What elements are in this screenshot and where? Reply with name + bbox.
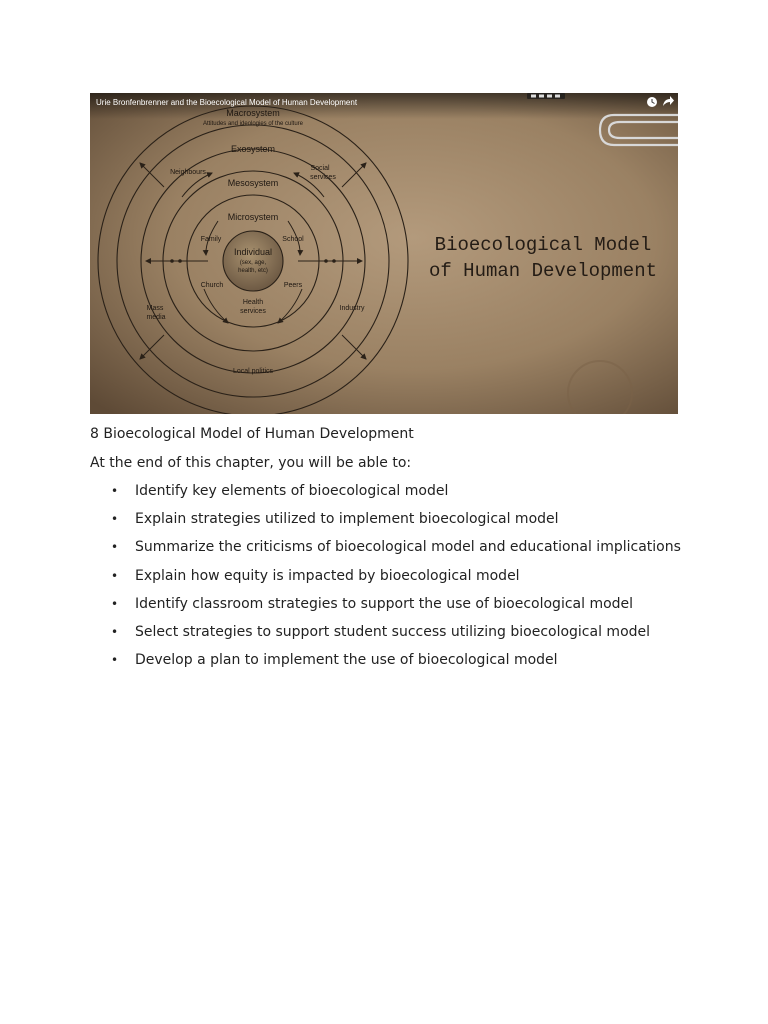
mass-media-label-1: Mass xyxy=(146,305,164,312)
video-title[interactable]: Urie Bronfenbrenner and the Bioecological Model of Human Development xyxy=(96,98,358,107)
bullet-icon: • xyxy=(111,540,119,555)
individual-sublabel-2: health, etc) xyxy=(238,268,268,274)
social-services-label-2: services xyxy=(310,174,336,181)
school-label: School xyxy=(282,236,304,243)
peers-label: Peers xyxy=(283,282,303,289)
family-label: Family xyxy=(200,236,222,243)
bullet-icon: • xyxy=(111,624,119,639)
list-item-text: Explain how equity is impacted by bioecological model xyxy=(135,567,520,584)
mesosystem-label: Mesosystem xyxy=(227,178,279,188)
bullet-icon: • xyxy=(111,653,119,668)
list-item xyxy=(90,509,710,537)
list-item-text: Explain strategies utilized to implement bioecological model xyxy=(135,511,559,528)
exosystem-label: Exosystem xyxy=(230,144,276,154)
list-item-text: Identify classroom strategies to support the use of bioecological model xyxy=(135,595,634,612)
bullet-icon: • xyxy=(111,596,119,611)
clock-icon[interactable] xyxy=(647,97,657,107)
macrosystem-sublabel: Attitudes and ideologies of the culture xyxy=(202,121,304,127)
social-services-label-1: Social xyxy=(310,165,330,172)
neighbours-label: Neighbours xyxy=(170,169,206,176)
list-item xyxy=(90,566,710,594)
list-item xyxy=(90,650,710,678)
playlist-icon[interactable] xyxy=(527,93,565,99)
church-label: Church xyxy=(200,282,224,289)
macrosystem-label: Macrosystem xyxy=(226,108,280,118)
slide-heading-line-2: of Human Development xyxy=(428,260,658,282)
local-politics-label: Local politics xyxy=(232,368,274,375)
bullet-icon: • xyxy=(111,512,119,527)
bullet-icon: • xyxy=(111,568,119,583)
microsystem-label: Microsystem xyxy=(227,212,279,222)
list-item xyxy=(90,481,710,509)
list-item-text: Select strategies to support student success utilizing bioecological model xyxy=(135,623,651,640)
list-item-text: Summarize the criticisms of bioecological model and educational implications xyxy=(135,539,681,556)
list-item xyxy=(90,622,710,650)
chapter-intro: At the end of this chapter, you will be able to: xyxy=(90,455,412,471)
list-item-text: Identify key elements of bioecological model xyxy=(135,483,449,499)
individual-sublabel-1: (sex, age, xyxy=(239,260,267,266)
bioecological-diagram xyxy=(90,93,678,414)
list-item xyxy=(90,594,710,622)
individual-label: Individual xyxy=(233,247,273,257)
slide-heading-line-1: Bioecological Model xyxy=(434,234,652,256)
health-services-label-1: Health xyxy=(242,299,264,306)
list-item-text: Develop a plan to implement the use of bioecological model xyxy=(135,652,558,669)
list-item xyxy=(90,537,710,565)
mass-media-label-2: media xyxy=(146,314,166,321)
health-services-label-2: services xyxy=(240,308,266,315)
industry-label: Industry xyxy=(339,305,365,312)
bullet-icon: • xyxy=(111,484,119,498)
figure-caption: 8 Bioecological Model of Human Development xyxy=(90,426,414,442)
learning-objectives-list xyxy=(90,481,710,678)
video-embed[interactable] xyxy=(90,93,678,414)
